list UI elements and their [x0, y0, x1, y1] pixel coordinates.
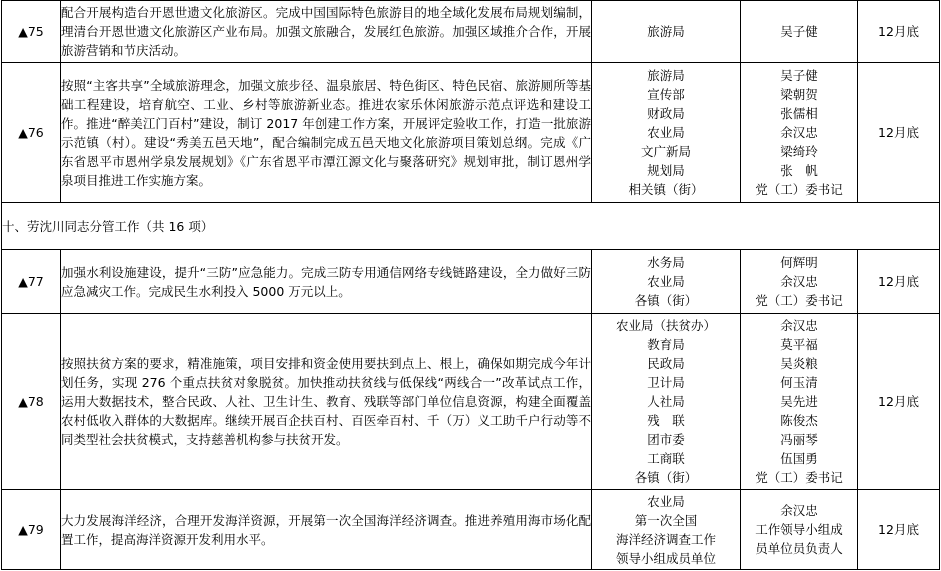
- work-task-table: [1, 0, 940, 570]
- person-name: 余汉忠: [780, 503, 818, 518]
- person-name: 余汉忠: [780, 318, 818, 333]
- person-name: 吴子健: [780, 24, 818, 39]
- task-content: 加强水利设施建设，提升“三防”应急能力。完成三防专用通信网络专线链路建设，全力做好三防应急减灾工作。完成民生水利投入 5000 万元以上。: [61, 250, 592, 314]
- person-name: 何辉明: [780, 255, 818, 270]
- person-name: 冯丽琴: [780, 432, 818, 447]
- deadline: 12月底: [858, 314, 940, 490]
- department-name: 人社局: [647, 394, 685, 409]
- person-name: 张 帆: [780, 163, 818, 178]
- department-name: 卫计局: [647, 375, 685, 390]
- item-number: ▲75: [2, 1, 61, 63]
- section-header-row: [2, 203, 940, 250]
- department-name: 旅游局: [647, 24, 685, 39]
- responsible-people: [741, 250, 858, 314]
- responsible-departments: [592, 314, 741, 490]
- department-name: 教育局: [647, 337, 685, 352]
- person-name: 梁朝贺: [780, 87, 818, 102]
- responsible-people: [741, 1, 858, 63]
- responsible-departments: [592, 1, 741, 63]
- department-name: 各镇（街）: [634, 470, 698, 485]
- deadline: 12月底: [858, 490, 940, 570]
- department-name: 残 联: [647, 413, 685, 428]
- person-name: 莫平福: [780, 337, 818, 352]
- person-name: 党（工）委书记: [755, 182, 843, 197]
- person-name: 党（工）委书记: [755, 293, 843, 308]
- person-name: 伍国勇: [780, 451, 818, 466]
- responsible-people: [741, 314, 858, 490]
- department-name: 水务局: [647, 255, 685, 270]
- responsible-people: [741, 63, 858, 203]
- table-row: [2, 490, 940, 570]
- department-name: 团市委: [647, 432, 685, 447]
- department-name: 财政局: [647, 106, 685, 121]
- department-name: 海洋经济调查工作: [615, 531, 716, 547]
- responsible-departments: [592, 63, 741, 203]
- responsible-departments: [592, 250, 741, 314]
- item-number: ▲76: [2, 63, 61, 203]
- department-name: 农业局: [647, 125, 685, 140]
- department-name: 第一次全国: [634, 512, 698, 528]
- person-name: 吴炎粮: [780, 356, 818, 371]
- person-name: 陈俊杰: [780, 413, 818, 428]
- department-name: 农业局（扶贫办）: [615, 318, 716, 333]
- deadline: 12月底: [858, 1, 940, 63]
- task-content: 按照扶贫方案的要求，精准施策，项目安排和资金使用要扶到点上、根上，确保如期完成今年计划任务，实现 276 个重点扶贫对象脱贫。加快推动扶贫线与低保线“两线合一”改革试点工作，运用大数据技术，整合民政、人社、卫生计生、教育、残联等部门单位信息资源，构建全面覆盖农村低收入群体的大数据库。继续开展百企扶百村、百医牵百村、千（万）义工助千户行动等不同类型社会扶贫模式，支持慈善机构参与扶贫开发。: [61, 314, 592, 490]
- department-name: 相关镇（街）: [628, 182, 704, 197]
- department-name: 工商联: [647, 451, 685, 466]
- person-name: 余汉忠: [780, 274, 818, 289]
- department-name: 农业局: [647, 493, 685, 509]
- task-content: 按照“主客共享”全域旅游理念，加强文旅步径、温泉旅居、特色街区、特色民宿、旅游厕所等基础工程建设，培育航空、工业、乡村等旅游新业态。推进农家乐休闲旅游示范点评选和建设工作。推进“醉美江门百村”建设，制订 2017 年创建工作方案，开展评定验收工作，打造一批旅游示范镇（村）。建设“秀美五邑天地”，配合编制完成五邑天地文化旅游项目策划总纲。完成《广东省恩平市恩州学泉发展规划》《广东省恩平市潭江源文化与聚落研究》规划审批，制订恩州学泉项目推进工作实施方案。: [61, 63, 592, 203]
- department-name: 农业局: [647, 274, 685, 289]
- department-name: 文广新局: [640, 144, 691, 159]
- table-row: [2, 1, 940, 63]
- item-number: ▲79: [2, 490, 61, 570]
- department-name: 各镇（街）: [634, 293, 698, 308]
- person-name: 余汉忠: [780, 125, 818, 140]
- item-number: ▲77: [2, 250, 61, 314]
- person-name: 何玉清: [780, 375, 818, 390]
- responsible-people: [741, 490, 858, 570]
- person-name: 吴先进: [780, 394, 818, 409]
- responsible-departments: [592, 490, 741, 570]
- department-name: 规划局: [647, 163, 685, 178]
- department-name: 领导小组成员单位: [615, 550, 716, 566]
- table-row: [2, 250, 940, 314]
- task-content: 配合开展构造台开恩世遗文化旅游区。完成中国国际特色旅游目的地全域化发展布局规划编制，理清台开恩世遗文化旅游区产业布局。加强文旅融合，发展红色旅游。加强区域推介合作，开展旅游营销和节庆活动。: [61, 1, 592, 63]
- person-name: 吴子健: [780, 68, 818, 83]
- person-name: 党（工）委书记: [755, 470, 843, 485]
- department-name: 民政局: [647, 356, 685, 371]
- department-name: 宣传部: [647, 87, 685, 102]
- person-name: 梁绮玲: [780, 144, 818, 159]
- section-title: 十、劳沈川同志分管工作（共 16 项）: [2, 203, 940, 250]
- deadline: 12月底: [858, 250, 940, 314]
- item-number: ▲78: [2, 314, 61, 490]
- department-name: 旅游局: [647, 68, 685, 83]
- table-row: [2, 314, 940, 490]
- task-content: 大力发展海洋经济，合理开发海洋资源，开展第一次全国海洋经济调查。推进养殖用海市场化配置工作，提高海洋资源开发利用水平。: [61, 490, 592, 570]
- deadline: 12月底: [858, 63, 940, 203]
- person-name: 工作领导小组成: [755, 522, 843, 537]
- person-name: 张儒相: [780, 106, 818, 121]
- table-row: [2, 63, 940, 203]
- person-name: 员单位员负责人: [755, 541, 843, 556]
